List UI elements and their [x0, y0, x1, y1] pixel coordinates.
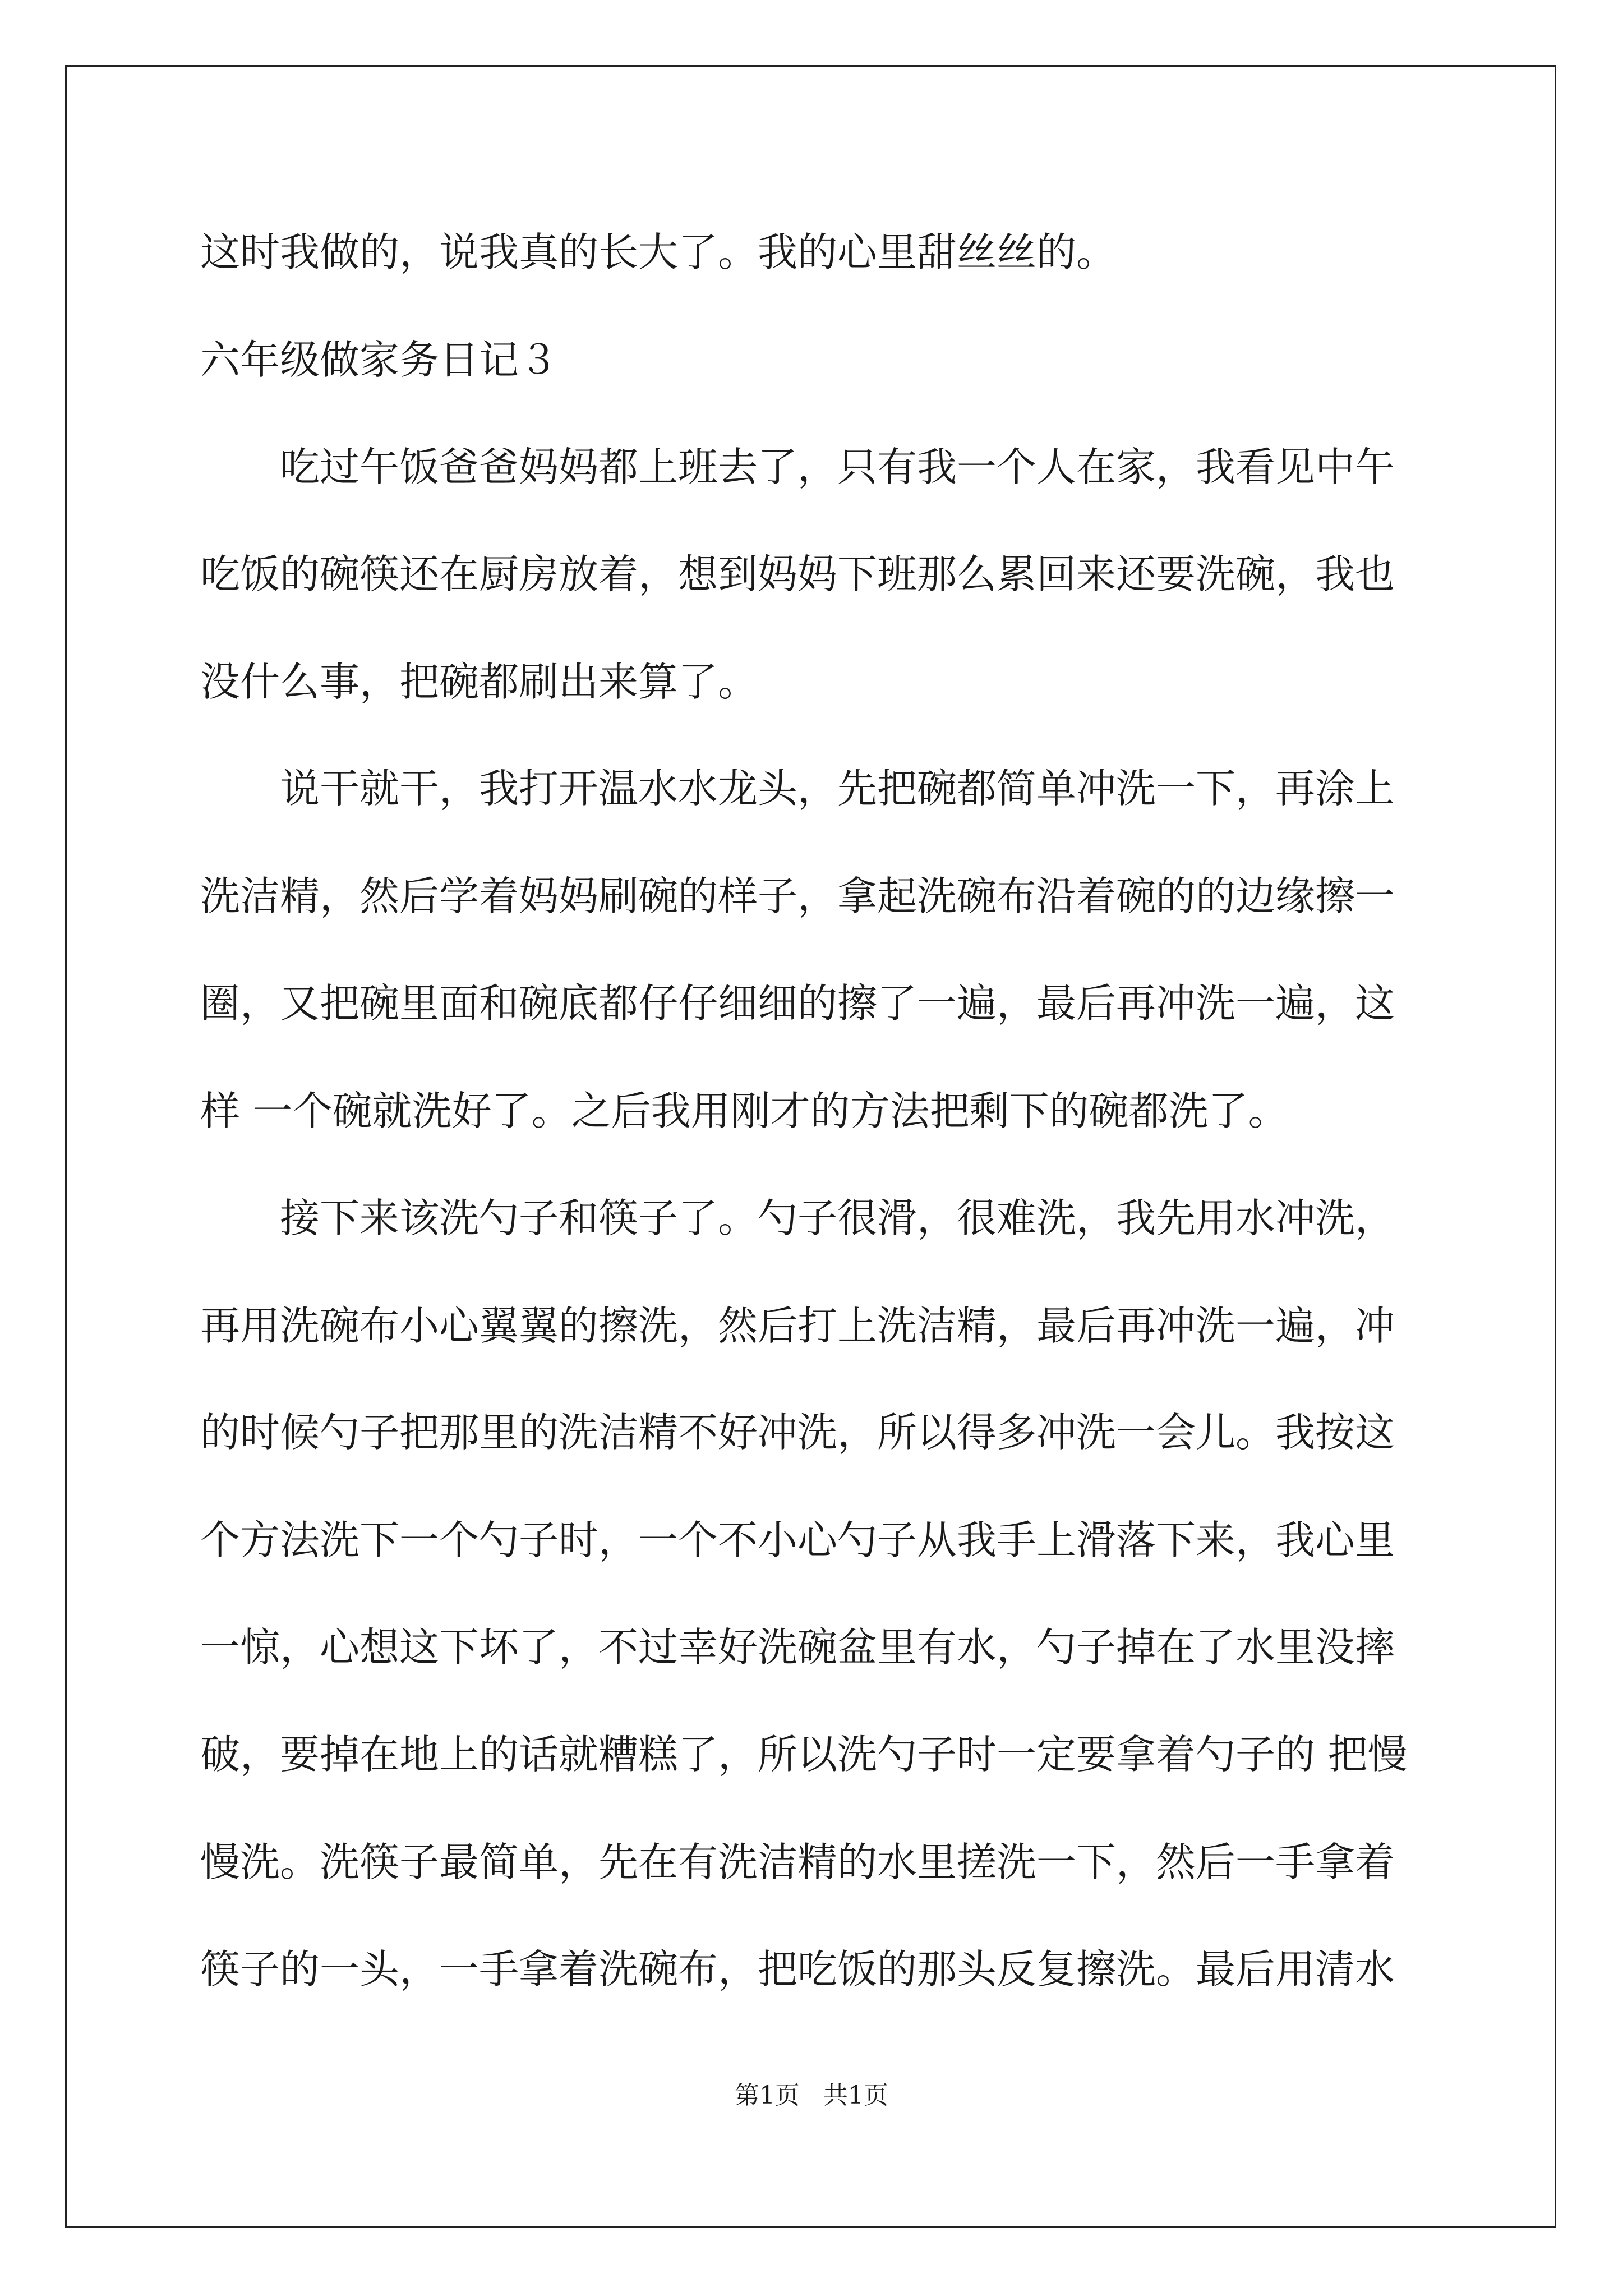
text-line: 筷子的一头，一手拿着洗碗布，把吃饭的那头反复擦洗。最后用清水: [200, 1946, 1395, 1993]
text-line: 吃饭的碗筷还在厨房放着，想到妈妈下班那么累回来还要洗碗，我也: [200, 551, 1395, 597]
text-line: 没什么事，把碗都刷出来算了。: [200, 659, 758, 705]
text-line: 慢洗。洗筷子最简单，先在有洗洁精的水里搓洗一下，然后一手拿着: [200, 1839, 1395, 1885]
text-line: 个方法洗下一个勺子时，一个不小心勺子从我手上滑落下来，我心里: [200, 1517, 1395, 1563]
text-line: 破，要掉在地上的话就糟糕了，所以洗勺子时一定要拿着勺子的 把慢: [200, 1731, 1408, 1778]
page-number: 第1页 共1页: [735, 2081, 888, 2110]
text-line: 吃过午饭爸爸妈妈都上班去了，只有我一个人在家，我看见中午: [200, 444, 1395, 490]
text-line: 说干就干，我打开温水水龙头，先把碗都简单冲洗一下，再涂上: [200, 765, 1395, 812]
text-line: 接下来该洗勺子和筷子了。勺子很滑，很难洗，我先用水冲洗，: [200, 1195, 1395, 1241]
text-line: 这时我做的，说我真的长大了。我的心里甜丝丝的。: [200, 229, 1117, 275]
text-line: 再用洗碗布小心翼翼的擦洗，然后打上洗洁精，最后再冲洗一遍，冲: [200, 1303, 1395, 1349]
text-line: 样 一个碗就洗好了。之后我用刚才的方法把剩下的碗都洗了。: [200, 1088, 1288, 1134]
text-line: 圈，又把碗里面和碗底都仔仔细细的擦了一遍，最后再冲洗一遍，这: [200, 980, 1395, 1027]
section-heading: 六年级做家务日记３: [200, 337, 559, 383]
text-line: 洗洁精，然后学着妈妈刷碗的样子，拿起洗碗布沿着碗的的边缘擦一: [200, 873, 1395, 919]
text-line: 一惊，心想这下坏了，不过幸好洗碗盆里有水，勺子掉在了水里没摔: [200, 1624, 1395, 1671]
text-line: 的时候勺子把那里的洗洁精不好冲洗，所以得多冲洗一会儿。我按这: [200, 1409, 1395, 1456]
page-border: [65, 65, 1556, 2228]
